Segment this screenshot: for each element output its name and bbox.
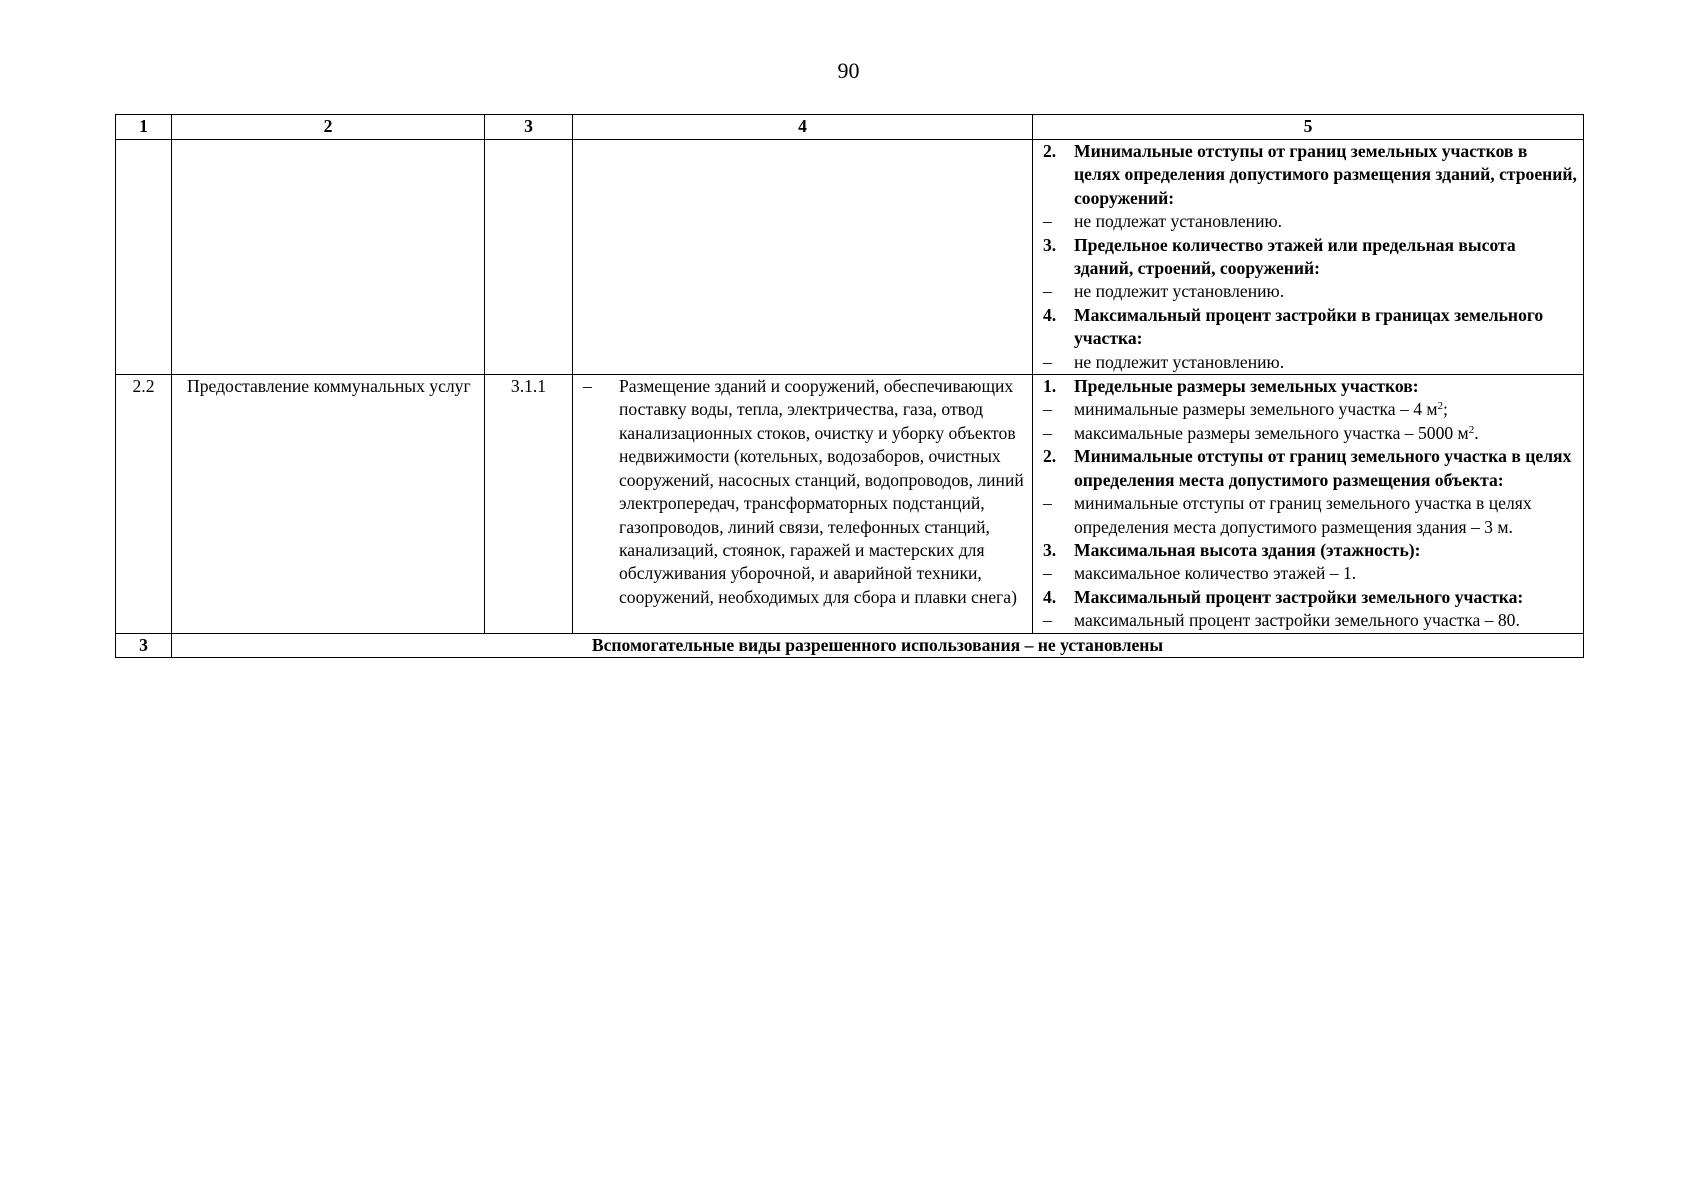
param-line bbox=[1043, 586, 1577, 609]
param-heading: Максимальная высота здания (этажность): bbox=[1074, 539, 1421, 560]
param-value: не подлежат установлению. bbox=[1074, 211, 1283, 232]
row-number: 3 bbox=[116, 633, 172, 657]
param-line bbox=[1043, 375, 1577, 398]
table-header-row bbox=[116, 115, 1584, 140]
param-value: не подлежит установлению. bbox=[1074, 351, 1285, 372]
param-heading: Предельное количество этажей или предельная высота зданий, строений, сооружений: bbox=[1074, 234, 1516, 279]
dash-marker: – bbox=[1043, 399, 1052, 420]
param-value bbox=[1074, 422, 1577, 445]
param-number: 3. bbox=[1043, 539, 1057, 560]
param-value: минимальные отступы от границ земельного участка в целях определения места допустимого размещения здания – 3 м. bbox=[1074, 493, 1532, 537]
dash-marker: – bbox=[1043, 281, 1052, 302]
param-line bbox=[1043, 422, 1577, 445]
param-line bbox=[1043, 234, 1577, 281]
param-line bbox=[1043, 140, 1577, 210]
row-number: 2.2 bbox=[116, 375, 172, 633]
param-line bbox=[1043, 398, 1577, 421]
header-col-4: 4 bbox=[573, 115, 1033, 140]
header-col-5: 5 bbox=[1033, 115, 1584, 140]
param-line bbox=[1043, 539, 1577, 562]
param-line bbox=[1043, 609, 1577, 632]
cell-empty bbox=[116, 140, 172, 375]
page-number: 90 bbox=[837, 58, 860, 83]
punctuation: . bbox=[1474, 422, 1479, 443]
param-line bbox=[1043, 492, 1577, 539]
description-text: Размещение зданий и сооружений, обеспечивающих поставку воды, тепла, электричества, газа, отвод канализационных стоков, очистку и уборку объектов недвижимости (котельных, водозаборов, очистных сооружений, насосных станций, водопроводов, линий электропередач, трансформаторных подстанций, газопроводов, линий связи, телефонных станций, канализаций, стоянок, гаражей и мастерских для обслуживания уборочной, и аварийной техники, сооружений, необходимых для сбора и плавки снега) bbox=[619, 376, 1024, 607]
param-number: 4. bbox=[1043, 586, 1057, 607]
param-number: 4. bbox=[1043, 304, 1057, 325]
param-line bbox=[1043, 562, 1577, 585]
params-cell bbox=[1033, 375, 1584, 633]
param-heading: Предельные размеры земельных участков: bbox=[1074, 376, 1419, 397]
param-heading: Минимальные отступы от границ земельных участков в целях определения допустимого размещения зданий, строений, сооружений: bbox=[1074, 141, 1577, 208]
dash-marker: – bbox=[1043, 493, 1052, 514]
dash-marker: – bbox=[1043, 351, 1052, 372]
param-heading: Минимальные отступы от границ земельного участка в целях определения места допустимого размещения объекта: bbox=[1074, 446, 1572, 490]
table-row-footer bbox=[116, 633, 1584, 657]
param-line bbox=[1043, 280, 1577, 303]
min-size-text: минимальные размеры земельного участка – 4 м bbox=[1074, 399, 1438, 420]
param-heading: Максимальный процент застройки в границах земельного участка: bbox=[1074, 304, 1544, 349]
param-line bbox=[1043, 210, 1577, 233]
cell-empty bbox=[485, 140, 573, 375]
use-type-code: 3.1.1 bbox=[485, 375, 573, 633]
param-value: максимальное количество этажей – 1. bbox=[1074, 563, 1357, 584]
punctuation: ; bbox=[1443, 399, 1448, 420]
max-size-text: максимальные размеры земельного участка – 5000 м bbox=[1074, 422, 1469, 443]
params-cell bbox=[1033, 140, 1584, 375]
param-number: 1. bbox=[1043, 376, 1057, 397]
dash-marker: – bbox=[1043, 211, 1052, 232]
param-number: 2. bbox=[1043, 141, 1057, 161]
dash-marker: – bbox=[1043, 563, 1052, 584]
cell-empty bbox=[172, 140, 485, 375]
header-col-1: 1 bbox=[116, 115, 172, 140]
param-line bbox=[1043, 445, 1577, 492]
header-col-3: 3 bbox=[485, 115, 573, 140]
param-line bbox=[1043, 304, 1577, 351]
header-col-2: 2 bbox=[172, 115, 485, 140]
param-number: 3. bbox=[1043, 234, 1057, 255]
table-row-continuation bbox=[116, 140, 1584, 375]
superscript: 2 bbox=[1468, 423, 1475, 436]
description-bullet bbox=[581, 375, 1028, 609]
cell-empty bbox=[573, 140, 1033, 375]
dash-marker: – bbox=[1043, 610, 1052, 631]
auxiliary-uses-note: Вспомогательные виды разрешенного использования – не установлены bbox=[172, 633, 1584, 657]
table-row-2-2 bbox=[116, 375, 1584, 633]
param-value: максимальный процент застройки земельного участка – 80. bbox=[1074, 610, 1520, 631]
dash-marker: – bbox=[1043, 422, 1052, 443]
use-type-description bbox=[573, 375, 1033, 633]
param-number: 2. bbox=[1043, 446, 1057, 467]
param-value bbox=[1074, 398, 1577, 421]
param-line bbox=[1043, 351, 1577, 374]
superscript: 2 bbox=[1437, 400, 1444, 413]
use-type-name: Предоставление коммунальных услуг bbox=[172, 375, 485, 633]
param-heading: Максимальный процент застройки земельного участка: bbox=[1074, 586, 1524, 607]
param-value: не подлежит установлению. bbox=[1074, 281, 1285, 302]
dash-marker: – bbox=[583, 376, 592, 397]
land-use-table bbox=[115, 114, 1584, 658]
